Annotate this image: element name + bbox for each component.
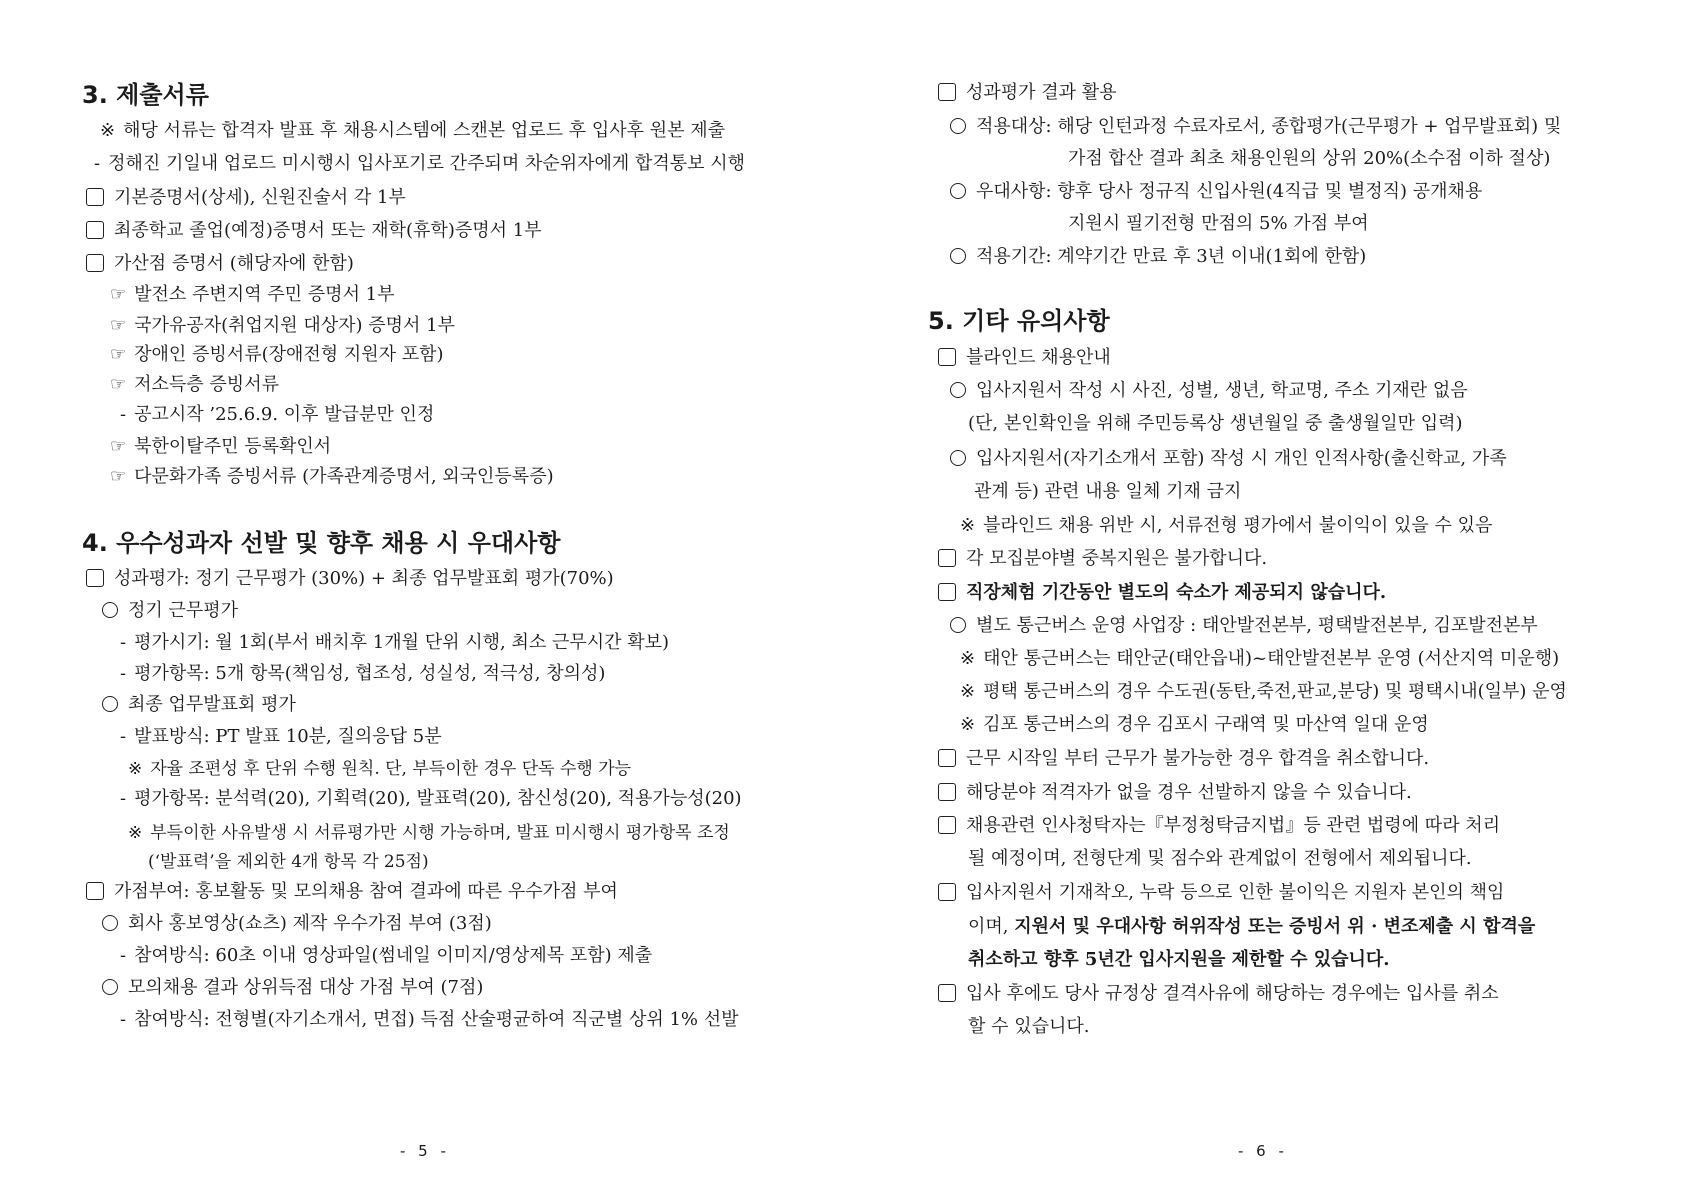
section-4-heading: 4. 우수성과자 선발 및 향후 채용 시 우대사항 [82, 529, 561, 557]
list-item: (단, 본인확인을 위해 주민등록상 생년월일 중 출생월일만 입력) [968, 413, 1463, 434]
list-item: - 발표방식: PT 발표 10분, 질의응답 5분 [120, 726, 442, 747]
list-item: 입사지원서(자기소개서 포함) 작성 시 개인 인적사항(출신학교, 가족 [950, 448, 1628, 470]
circle-bullet-icon [102, 979, 118, 995]
page-number: - 6 - [1238, 1142, 1288, 1160]
checkbox-icon [938, 984, 956, 1002]
checkbox-icon [86, 254, 104, 272]
circle-bullet-icon [950, 382, 966, 398]
list-item: 가점 합산 결과 최초 채용인원의 상위 20%(소수점 이하 절상) [1068, 148, 1551, 169]
list-item: 할 수 있습니다. [968, 1016, 1090, 1037]
circle-bullet-icon [102, 696, 118, 712]
list-item: 취소하고 향후 5년간 입사지원을 제한할 수 있습니다. [968, 949, 1390, 970]
checkbox-item: 기본증명서(상세), 신원진술서 각 1부 [86, 187, 782, 209]
list-item: ※ 태안 통근버스는 태안군(태안읍내)~태안발전본부 운영 (서산지역 미운행) [960, 648, 1560, 669]
circle-bullet-icon [950, 617, 966, 633]
pointer-icon: ☞ [110, 315, 127, 336]
list-item: - 정해진 기일내 업로드 미시행시 입사포기로 간주되며 차순위자에게 합격통보 시행 [94, 153, 746, 174]
checkbox-icon [938, 83, 956, 101]
checkbox-item: 채용관련 인사청탁자는『부정청탁금지법』등 관련 법령에 따라 처리 [938, 815, 1628, 837]
checkbox-icon [86, 221, 104, 239]
list-item: ※ 자율 조편성 후 단위 수행 원칙. 단, 부득이한 경우 단독 수행 가능 [128, 759, 632, 779]
list-item: - 평가항목: 분석력(20), 기획력(20), 발표력(20), 참신성(20), 적용가능성(20) [120, 788, 742, 809]
list-item: 될 예정이며, 전형단계 및 점수와 관계없이 전형에서 제외됩니다. [968, 848, 1472, 869]
checkbox-icon [938, 883, 956, 901]
list-item: ☞ 장애인 증빙서류(장애전형 지원자 포함) [110, 344, 444, 365]
checkbox-item: 성과평가: 정기 근무평가 (30%) + 최종 업무발표회 평가(70%) [86, 568, 782, 590]
checkbox-item: 입사지원서 기재착오, 누락 등으로 인한 불이익은 지원자 본인의 책임 [938, 882, 1628, 904]
checkbox-icon [86, 188, 104, 206]
list-item: - 평가시기: 월 1회(부서 배치후 1개월 단위 시행, 최소 근무시간 확보) [120, 632, 670, 653]
page-number: - 5 - [400, 1142, 450, 1160]
checkbox-icon [938, 783, 956, 801]
list-item: 적용기간: 계약기간 만료 후 3년 이내(1회에 한함) [950, 246, 1628, 268]
list-item: - 참여방식: 60초 이내 영상파일(썸네일 이미지/영상제목 포함) 제출 [120, 945, 653, 966]
pointer-icon: ☞ [110, 466, 127, 487]
circle-bullet-icon [102, 602, 118, 618]
list-item: 관계 등) 관련 내용 일체 기재 금지 [974, 481, 1242, 502]
checkbox-item: 해당분야 적격자가 없을 경우 선발하지 않을 수 있습니다. [938, 782, 1628, 804]
checkbox-icon [938, 348, 956, 366]
list-item: 별도 통근버스 운영 사업장 : 태안발전본부, 평택발전본부, 김포발전본부 [950, 615, 1628, 637]
list-item: ☞ 발전소 주변지역 주민 증명서 1부 [110, 284, 395, 305]
checkbox-item: 가점부여: 홍보활동 및 모의채용 참여 결과에 따른 우수가점 부여 [86, 881, 782, 903]
checkbox-item: 직장체험 기간동안 별도의 숙소가 제공되지 않습니다. [938, 582, 1628, 604]
page-6 [928, 0, 1628, 1190]
checkbox-icon [86, 569, 104, 587]
list-item: 우대사항: 향후 당사 정규직 신입사원(4직급 및 별정직) 공개채용 [950, 181, 1628, 203]
checkbox-item: 최종학교 졸업(예정)증명서 또는 재학(휴학)증명서 1부 [86, 220, 782, 242]
list-item: 정기 근무평가 [102, 600, 782, 622]
circle-bullet-icon [102, 915, 118, 931]
list-item: 적용대상: 해당 인턴과정 수료자로서, 종합평가(근무평가 + 업무발표회) 및 [950, 116, 1628, 138]
list-item: 최종 업무발표회 평가 [102, 694, 782, 716]
list-item: ※ 김포 통근버스의 경우 김포시 구래역 및 마산역 일대 운영 [960, 714, 1429, 735]
list-item: ※ 해당 서류는 합격자 발표 후 채용시스템에 스캔본 업로드 후 입사후 원본 제출 [100, 120, 726, 141]
pointer-icon: ☞ [110, 436, 127, 457]
list-item: ☞ 북한이탈주민 등록확인서 [110, 436, 332, 457]
checkbox-item: 블라인드 채용안내 [938, 347, 1628, 369]
pointer-icon: ☞ [110, 344, 127, 365]
list-item: 회사 홍보영상(쇼츠) 제작 우수가점 부여 (3점) [102, 913, 782, 935]
list-item: 모의채용 결과 상위득점 대상 가점 부여 (7점) [102, 977, 782, 999]
list-item: (‘발표력’을 제외한 4개 항목 각 25점) [148, 852, 429, 872]
list-item: - 참여방식: 전형별(자기소개서, 면접) 득점 산술평균하여 직군별 상위 1% 선발 [120, 1009, 739, 1030]
checkbox-icon [938, 749, 956, 767]
list-item: 입사지원서 작성 시 사진, 성별, 생년, 학교명, 주소 기재란 없음 [950, 380, 1628, 402]
section-5-heading: 5. 기타 유의사항 [928, 307, 1110, 335]
pointer-icon: ☞ [110, 374, 127, 395]
circle-bullet-icon [950, 183, 966, 199]
list-item: ☞ 국가유공자(취업지원 대상자) 증명서 1부 [110, 315, 456, 336]
circle-bullet-icon [950, 248, 966, 264]
list-item: ※ 부득이한 사유발생 시 서류평가만 시행 가능하며, 발표 미시행시 평가항목 조정 [128, 823, 730, 843]
list-item: - 평가항목: 5개 항목(책임성, 협조성, 성실성, 적극성, 창의성) [120, 663, 606, 684]
pointer-icon: ☞ [110, 284, 127, 305]
checkbox-item: 성과평가 결과 활용 [938, 82, 1628, 104]
section-3-heading: 3. 제출서류 [82, 81, 209, 109]
checkbox-icon [86, 882, 104, 900]
circle-bullet-icon [950, 118, 966, 134]
list-item: - 공고시작 ’25.6.9. 이후 발급분만 인정 [120, 404, 435, 425]
list-item: 이며, 지원서 및 우대사항 허위작성 또는 증빙서 위 · 변조제출 시 합격을 [968, 916, 1536, 937]
list-item: ※ 평택 통근버스의 경우 수도권(동탄,죽전,판교,분당) 및 평택시내(일부) 운영 [960, 681, 1567, 702]
page-5 [82, 0, 782, 1190]
list-item: ☞ 다문화가족 증빙서류 (가족관계증명서, 외국인등록증) [110, 466, 554, 487]
checkbox-icon [938, 549, 956, 567]
checkbox-item: 각 모집분야별 중복지원은 불가합니다. [938, 548, 1628, 570]
checkbox-item: 가산점 증명서 (해당자에 한함) [86, 253, 782, 275]
list-item: ※ 블라인드 채용 위반 시, 서류전형 평가에서 불이익이 있을 수 있음 [960, 515, 1493, 536]
list-item: 지원시 필기전형 만점의 5% 가점 부여 [1068, 213, 1369, 234]
checkbox-item: 입사 후에도 당사 규정상 결격사유에 해당하는 경우에는 입사를 취소 [938, 983, 1628, 1005]
checkbox-icon [938, 583, 956, 601]
list-item: ☞ 저소득층 증빙서류 [110, 374, 279, 395]
checkbox-item: 근무 시작일 부터 근무가 불가능한 경우 합격을 취소합니다. [938, 748, 1628, 770]
checkbox-icon [938, 816, 956, 834]
circle-bullet-icon [950, 450, 966, 466]
